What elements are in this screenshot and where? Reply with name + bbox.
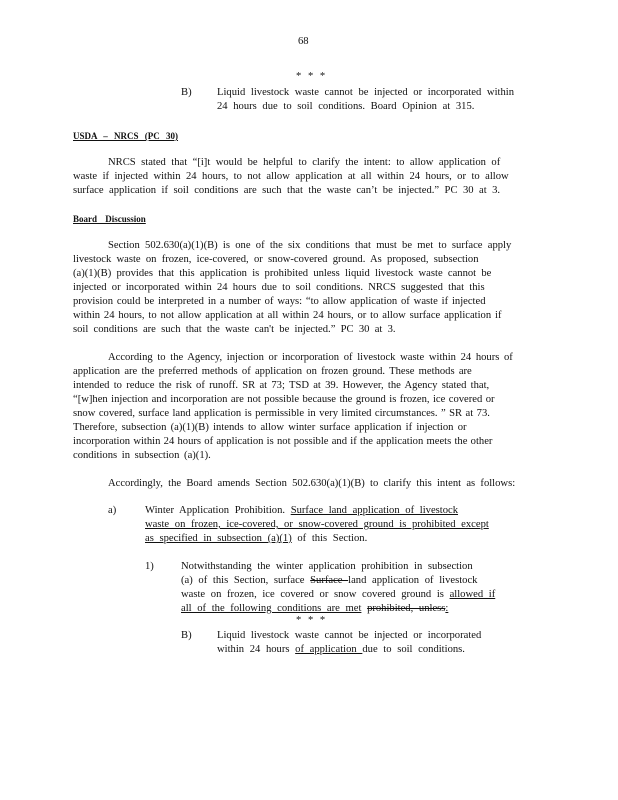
- item-a-line3: [145, 533, 367, 544]
- agency-para-line: snow covered, surface land application is permissible in very limited circumstances. ” SR at 73.: [73, 408, 490, 419]
- page-number: 68: [298, 36, 309, 47]
- item-b2-text: within 24 hours: [217, 644, 296, 655]
- section-separator: * * *: [296, 615, 328, 626]
- item-1-label: 1): [145, 561, 154, 572]
- heading-board-discussion: Board Discussion: [73, 214, 146, 224]
- item-1-line2: [181, 575, 477, 586]
- item-1-colon: :: [445, 603, 449, 614]
- board-para-line: injected or incorporated within 24 hours due to soil conditions. NRCS suggested that this: [73, 282, 485, 293]
- item-b-line1: Liquid livestock waste cannot be injected or incorporated within: [217, 87, 515, 98]
- item-1-line1: Notwithstanding the winter application prohibition in subsection: [181, 561, 473, 572]
- board-para-line: Section 502.630(a)(1)(B) is one of the six conditions that must be met to surface apply: [108, 240, 512, 251]
- nrcs-line-1: NRCS stated that “[i]t would be helpful to clarify the intent: to allow application of: [108, 157, 501, 168]
- item-1-line4: [181, 603, 448, 614]
- item-a-line1: [145, 505, 458, 516]
- board-para-line: livestock waste on frozen, ice-covered, or snow-covered ground. As proposed, subsection: [73, 254, 479, 265]
- item-1-inserted-text: allowed if: [449, 589, 496, 600]
- item-b-label: B): [181, 87, 192, 98]
- item-a-tail: of this Section.: [291, 533, 368, 544]
- item-b2-label: B): [181, 630, 192, 641]
- board-para-line: within 24 hours, to not allow application at all within 24 hours, or to allow surface application if: [73, 310, 502, 321]
- agency-para-line: intended to reduce the risk of runoff. SR at 73; TSD at 39. However, the Agency stated that,: [73, 380, 490, 391]
- item-1-text: land application of livestock: [348, 575, 478, 586]
- board-para-line: soil conditions are such that the waste can't be injected.” PC 30 at 3.: [73, 324, 396, 335]
- item-a-line2: waste on frozen, ice-covered, or snow-covered ground is prohibited except: [145, 519, 489, 530]
- nrcs-line-3: surface application if soil conditions are such that the waste can’t be injected.” PC 30 at 3.: [73, 185, 501, 196]
- board-para-line: (a)(1)(B) provides that this application is prohibited unless liquid livestock waste cannot be: [73, 268, 492, 279]
- board-para-line: provision could be interpreted in a number of ways: “to allow application of waste if injected: [73, 296, 486, 307]
- heading-usda-nrcs: USDA – NRCS (PC 30): [73, 131, 179, 141]
- item-a-inserted-text: as specified in subsection (a)(1): [145, 533, 292, 544]
- item-1-deleted-text: Surface: [310, 575, 349, 586]
- agency-para-line: application are the preferred methods of application on frozen ground. These methods are: [73, 366, 472, 377]
- item-a-label: a): [108, 505, 117, 516]
- agency-para-line: incorporation within 24 hours of application is not possible and if the application meets the other: [73, 436, 493, 447]
- item-1-inserted-text: all of the following conditions are met: [181, 603, 362, 614]
- amendment-intro: Accordingly, the Board amends Section 502.630(a)(1)(B) to clarify this intent as follows:: [108, 478, 516, 489]
- item-b2-text: due to soil conditions.: [362, 644, 465, 655]
- agency-para-line: conditions in subsection (a)(1).: [73, 450, 211, 461]
- agency-para-line: Therefore, subsection (a)(1)(B) intends to allow winter surface application if injection or: [73, 422, 467, 433]
- item-1-deleted-text: prohibited, unless: [367, 603, 446, 614]
- nrcs-line-2: waste if injected within 24 hours, to not allow application at all within 24 hours, or to allow: [73, 171, 509, 182]
- item-b2-line2: [217, 644, 465, 655]
- item-b2-inserted-text: of application: [295, 644, 363, 655]
- item-b-line2: 24 hours due to soil conditions. Board Opinion at 315.: [217, 101, 475, 112]
- item-1-text: waste on frozen, ice covered or snow covered ground is: [181, 589, 450, 600]
- agency-para-line: “[w]hen injection and incorporation are not possible because the ground is frozen, ice covered or: [73, 394, 495, 405]
- item-1-line3: [181, 589, 495, 600]
- item-a-title: Winter Application Prohibition.: [145, 505, 291, 516]
- item-1-text: (a) of this Section, surface: [181, 575, 311, 586]
- agency-para-line: According to the Agency, injection or incorporation of livestock waste within 24 hours of: [108, 352, 513, 363]
- item-a-inserted-text: Surface land application of livestock: [290, 505, 459, 516]
- item-b2-line1: Liquid livestock waste cannot be injected or incorporated: [217, 630, 482, 641]
- section-separator: * * *: [296, 71, 328, 82]
